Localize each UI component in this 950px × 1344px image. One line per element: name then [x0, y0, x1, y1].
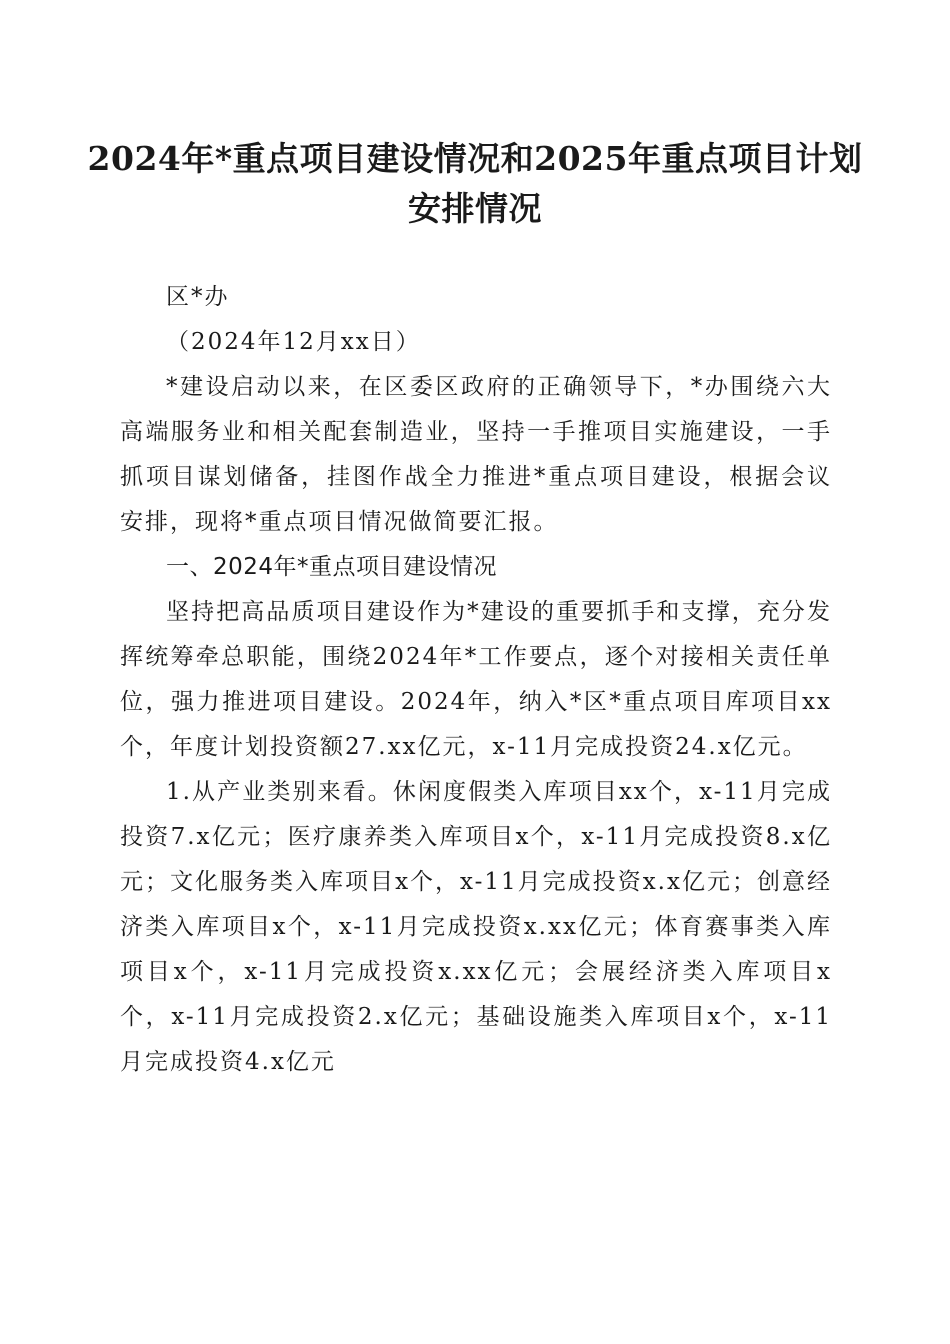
issuing-office: 区*办: [166, 284, 230, 310]
section-paragraph: 坚持把高品质项目建设作为*建设的重要抓手和支撑，充分发挥统筹牵总职能，围绕2024年*工作要点，逐个对接相关责任单位，强力推进项目建设。2024年，纳入*区*重点项目库项目xx个，年度计划投资额27.xx亿元，x-11月完成投资24.x亿元。: [120, 599, 832, 760]
document-date: （2024年12月xx日）: [166, 329, 421, 355]
document-title: 2024年*重点项目建设情况和2025年重点项目计划安排情况: [87, 139, 863, 228]
section-paragraph: 1.从产业类别来看。休闲度假类入库项目xx个，x-11月完成投资7.x亿元；医疗康养类入库项目x个，x-11月完成投资8.x亿元；文化服务类入库项目x个，x-11月完成投资x.x亿元；创意经济类入库项目x个，x-11月完成投资x.xx亿元；体育赛事类入库项目x个，x-11月完成投资x.xx亿元；会展经济类入库项目x个，x-11月完成投资2.x亿元；基础设施类入库项目x个，x-11月完成投资4.x亿元: [120, 779, 832, 1075]
section-heading: 一、2024年*重点项目建设情况: [166, 554, 498, 580]
document-body: [120, 275, 832, 1085]
intro-paragraph: *建设启动以来，在区委区政府的正确领导下，*办围绕六大高端服务业和相关配套制造业，坚持一手推项目实施建设，一手抓项目谋划储备，挂图作战全力推进*重点项目建设，根据会议安排，现将*重点项目情况做简要汇报。: [120, 374, 832, 535]
